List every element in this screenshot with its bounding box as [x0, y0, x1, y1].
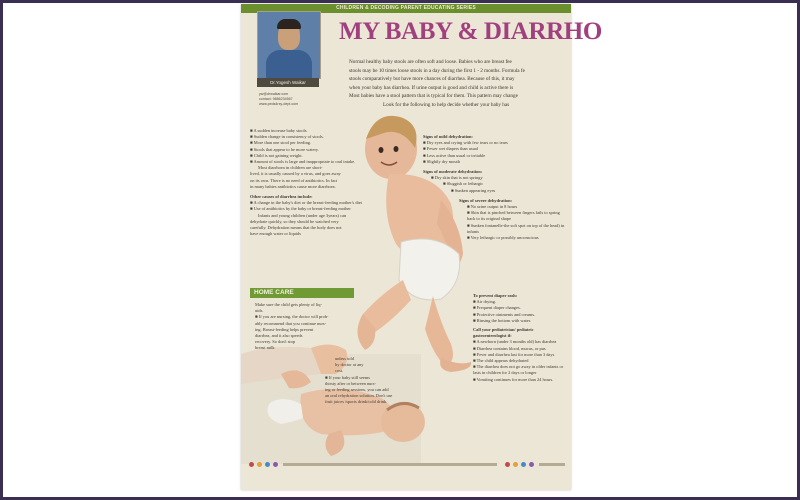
bullet-text: The diarrhea does not go away in older infants or lasts in children for 2 days or longer — [473, 364, 564, 376]
bullet-text: Very lethargic or possibly unconscious — [470, 235, 539, 241]
home-care-line: ■ If you are nursing, the doctor will prob- — [255, 314, 329, 320]
home-care-line: breast milk — [255, 345, 275, 351]
bullet-item: ■ The diarrhea does not go away in older infants or lasts in children for 2 days or longer — [473, 364, 564, 376]
mild-dehydration-title: Signs of mild dehydration: — [423, 134, 473, 139]
bullet-text: Frequent diaper changes. — [476, 305, 521, 311]
home-care-line: thirsty after or between nurs- — [325, 380, 376, 386]
bullet-text: Less active than usual or irritable — [426, 152, 486, 158]
home-care-line: recovery. So don't stop — [255, 339, 296, 345]
bullet-text: More than one stool per feeding. — [253, 140, 312, 146]
home-care-line: Make sure the child gets plenty of liq- — [255, 302, 322, 307]
bullet-text: Fever and diarrhea last for more than 3 days — [476, 351, 555, 357]
bullet-item: ■ Diarrhea contains blood, mucus, or pus — [473, 345, 546, 351]
footer-dot — [273, 462, 278, 467]
footer-dot — [513, 462, 518, 467]
home-care-line: uids. — [255, 308, 264, 314]
bullet-item: ■ Slightly dry mouth — [423, 158, 460, 164]
bullet-item: ■ Amount of stools is large and inappropriate to oral intake. — [250, 159, 356, 165]
bullet-item: ■ Sunken appearing eyes — [451, 187, 496, 193]
diarrhea-signs-column — [250, 128, 365, 237]
bullet-text: Use of antibiotics by the baby or breast-feeding mother — [253, 206, 351, 212]
paragraph-line: in many babies antibiotics cause more diarrhoea. — [250, 183, 336, 189]
paragraph-line: Most diarrhoea in children are short- — [258, 165, 323, 171]
intro-line: Most babies have a stool pattern that is typical for them. This pattern may change — [349, 93, 518, 99]
bullet-text: A sudden increase baby stools. — [253, 128, 308, 133]
home-care-line: unless told — [335, 356, 354, 361]
footer-dot — [521, 462, 526, 467]
home-care-line: an oral rehydration solution. Don't use — [325, 393, 393, 399]
severe-list — [423, 204, 567, 241]
home-care-text-part: If you are nursing, the doctor will prob- — [258, 314, 329, 320]
moderate-dehydration-title: Signs of moderate dehydration: — [423, 169, 483, 175]
bullet-item: ■ Sudden change in consistency of stools. — [250, 134, 324, 140]
author-shirt — [266, 50, 312, 78]
bullet-text: Protective ointments and creams. — [476, 311, 536, 317]
bullet-item: ■ Sluggish or lethargic — [443, 181, 484, 187]
intro-paragraph — [349, 58, 571, 109]
home-care-line: cost. — [335, 368, 344, 374]
bullet-item: ■ Child is not gaining weight. — [250, 152, 303, 158]
intro-line: when your baby has diarrhea. If urine output is good and child is active there is — [349, 84, 514, 91]
bullet-item: ■ The child appears dehydrated — [473, 358, 529, 364]
bullet-text: Dry eyes and crying with few tears or no tears — [426, 140, 508, 146]
bullet-item: ■ Sunken fontanelle-the soft spot on top of the head) in infants — [467, 222, 565, 234]
dehydration-signs — [423, 130, 573, 241]
bullet-item: ■ Very lethargic or possibly unconscious — [467, 235, 539, 241]
home-care-heading: HOME CARE — [250, 288, 354, 298]
bullet-text: Air drying. — [476, 299, 497, 305]
headline: MY BABY & DIARRHO — [339, 18, 602, 45]
bullet-text: A newborn (under 3 months old) has diarrhea — [476, 339, 557, 345]
bullet-text: A change in the baby's diet or the breast-feeding mother's diet — [253, 200, 362, 206]
footer-strip — [283, 463, 497, 466]
diaper-rash-title: To prevent diaper rash: — [473, 293, 518, 298]
home-care-line: diarrhea, and it also speeds — [255, 333, 303, 339]
bullet-text: Dry skin that is not springy — [434, 175, 483, 181]
paragraph-line: carefully. Dehydration means that the body does not — [250, 225, 342, 231]
bullet-item: ■ Stools that appear to be more watery. — [250, 146, 319, 152]
home-care-line: ing. Breast-feeding helps prevent — [255, 326, 314, 332]
paragraph-line: dehydrate quickly, so they should be watched very — [250, 218, 339, 224]
home-care-text — [255, 302, 359, 352]
bullet-text: Sluggish or lethargic — [446, 181, 484, 187]
bullet-text: Slightly dry mouth — [426, 158, 460, 164]
bullet-text: No urine output in 8 hours — [470, 204, 518, 210]
paragraph-line: Infants and young children (under age 3years) can — [258, 212, 347, 218]
bullet-item: ■ No urine output in 8 hours — [467, 204, 518, 210]
bullet-item: ■ Dry skin that is not springy — [431, 175, 483, 181]
other-causes-title: Other causes of diarrhea include: — [250, 194, 313, 200]
footer-dot — [257, 462, 262, 467]
author-contact — [259, 92, 319, 107]
series-banner: CHILDREN & DECODING PARENT EDUCATING SERIES — [241, 4, 571, 13]
intro-line: Look for the following to help decide whether your baby has — [383, 101, 510, 108]
bullet-text: Sunken appearing eyes — [454, 187, 496, 193]
bullet-text: Rinsing the bottom with water. — [476, 317, 532, 323]
bullet-text: Sudden change in consistency of stools. — [253, 134, 324, 140]
bullet-item: ■ Air drying. — [473, 299, 497, 305]
bullet-item: ■ More than one stool per feeding. — [250, 140, 312, 146]
bullet-text: Diarrhea contains blood, mucus, or pus — [476, 345, 546, 351]
newspaper-clipping — [241, 4, 602, 490]
home-care-text-part: If your baby still seems — [328, 374, 370, 380]
author-hair — [277, 19, 301, 29]
home-care-line: by doctor at any — [335, 362, 364, 368]
bullet-item: ■ Dry eyes and crying with few tears or no tears — [423, 140, 508, 146]
contact-line: yw@drwaikar.com — [259, 92, 289, 96]
author-byline: Dr.Yogesh Waikar — [257, 78, 319, 87]
home-care-line: ably recommend that you continue nurs- — [255, 320, 327, 326]
bullet-text: Stools that appear to be more watery. — [253, 146, 319, 152]
bullet-text: Fewer wet diapers than usual — [426, 146, 478, 152]
bullet-item: ■ A sudden increase baby stools. — [250, 128, 308, 133]
bullet-item: ■ Frequent diaper changes. — [473, 305, 521, 311]
bullet-text: Amount of stools is large and inappropriate to oral intake. — [253, 159, 356, 165]
home-care-continued — [325, 356, 427, 406]
bullet-item: ■ Skin that is pinched between fingers fails to spring back to its original shape — [467, 210, 560, 222]
bullet-item: ■ Fewer wet diapers than usual — [423, 146, 478, 152]
bullet-item: ■ Fever and diarrhea last for more than 3 days — [473, 351, 555, 357]
intro-line: Normal healthy baby stools are often soft and loose. Babies who are breast fee — [349, 59, 512, 65]
footer-dot — [249, 462, 254, 467]
bullet-text: Sunken fontanelle-the soft spot on top of the head) in infants — [467, 222, 565, 234]
contact-line: contact: 9886234567 — [259, 97, 293, 101]
bullet-item: ■ A newborn (under 3 months old) has diarrhea — [473, 339, 557, 345]
bullet-text: The child appears dehydrated — [476, 358, 529, 364]
home-care-line: ing or feeding sessions, you can add — [325, 387, 389, 393]
paragraph-line: lived, it is usually caused by a virus, and goes away — [250, 171, 341, 177]
home-care-line: fruit juices /sports drink/cold drink. — [325, 399, 388, 405]
bullet-text: Vomiting continues for more than 24 hours. — [476, 376, 554, 382]
bullet-text: Child is not gaining weight. — [253, 152, 303, 158]
bullet-text: Skin that is pinched between fingers fails to spring back to its original shape — [467, 210, 560, 222]
bullet-item: ■ Vomiting continues for more than 24 hours. — [473, 376, 554, 382]
bullet-item: ■ Protective ointments and creams. — [473, 311, 536, 317]
footer-decoration — [249, 459, 565, 469]
diaper-rash-and-call-doctor — [473, 290, 565, 383]
bullet-item: ■ Rinsing the bottom with water. — [473, 317, 532, 323]
bullet-item: ■ A change in the baby's diet or the breast-feeding mother's diet — [250, 200, 362, 206]
author-photo — [257, 11, 321, 79]
paragraph-line: on its own. There is no need of antibiotics. In fact — [250, 177, 338, 183]
intro-line: stools comparatively but have more chances of diarrhea. Because of this, it may — [349, 76, 515, 82]
contact-line: www.peds4rxy-dept.com — [259, 102, 299, 106]
footer-dot — [529, 462, 534, 467]
call-doctor-title: Call your pediatrician/ pediatric gastroenterologist if: — [473, 327, 534, 339]
paragraph-line: have enough water or liquids — [250, 231, 301, 237]
severe-dehydration-title: Signs of severe dehydration: — [459, 197, 512, 203]
footer-dot — [265, 462, 270, 467]
footer-dot — [505, 462, 510, 467]
bullet-item: ■ Less active than usual or irritable — [423, 152, 486, 158]
bullet-item: ■ Use of antibiotics by the baby or breast-feeding mother — [250, 206, 351, 212]
footer-strip — [539, 463, 565, 466]
intro-line: stools may be 10 times loose stools in a day during the first 1 - 2 months. Formula fe — [349, 67, 525, 74]
home-care-line: ■ If your baby still seems — [325, 374, 370, 380]
